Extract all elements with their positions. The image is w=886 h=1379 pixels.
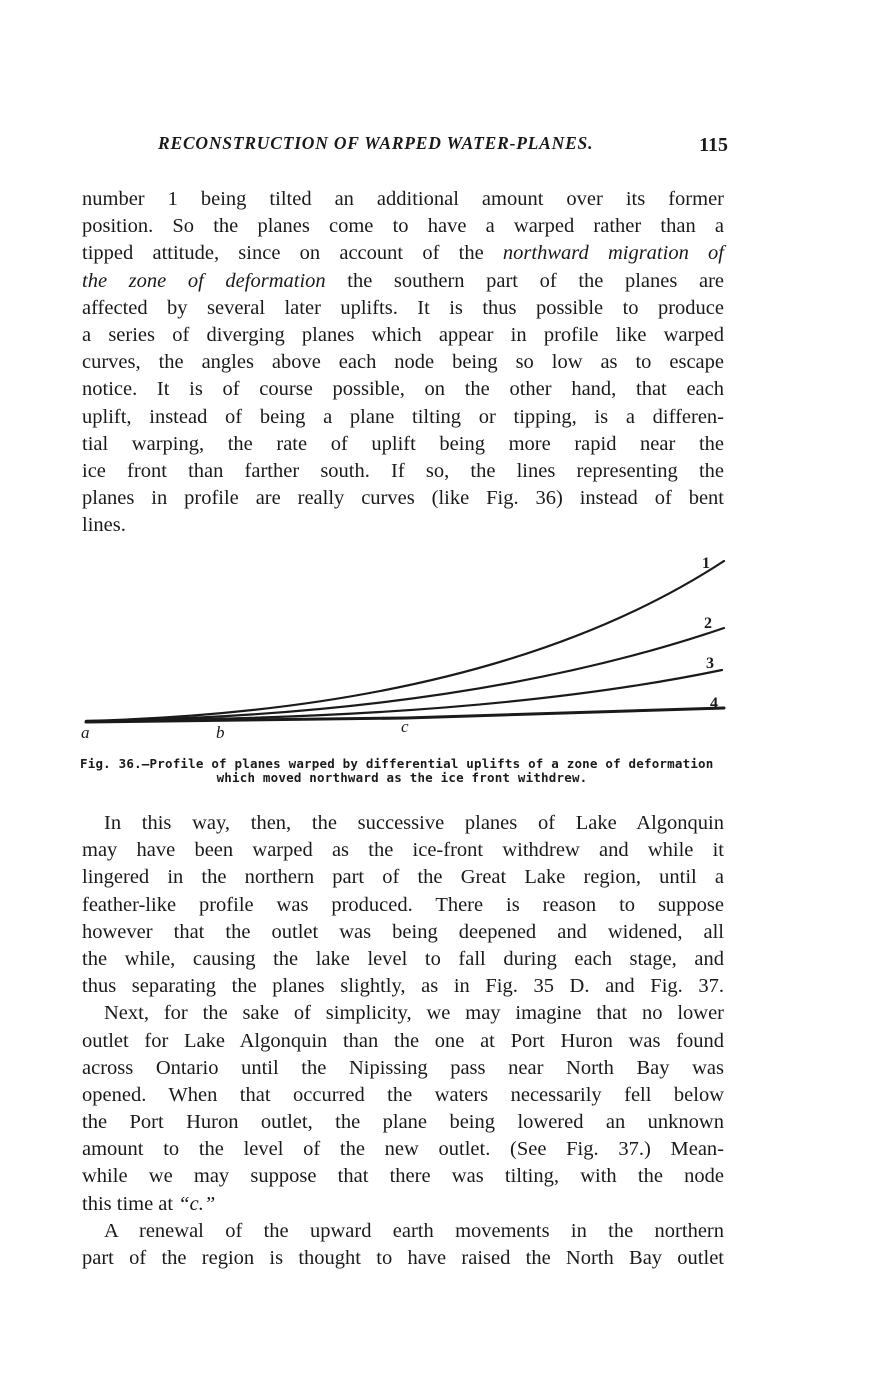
text-line: while we may suppose that there was tilting, with the node (82, 1165, 724, 1188)
text-line: planes in profile are really curves (like Fig. 36) instead of bent (82, 487, 724, 510)
text-line: the Port Huron outlet, the plane being lowered an unknown (82, 1111, 724, 1134)
italic-phrase: “c.” (178, 1192, 216, 1215)
italic-phrase: northward migration of (502, 242, 724, 265)
text-line: tial warping, the rate of uplift being more rapid near the (82, 432, 724, 455)
text-line: opened. When that occurred the waters necessarily fell below (82, 1083, 724, 1106)
point-label-a: a (81, 723, 90, 742)
text-line: feather-like profile was produced. There is reason to suppose (82, 893, 724, 916)
italic-phrase: the zone of deformation (82, 269, 326, 292)
text-line (82, 268, 724, 295)
curve-number-3: 3 (706, 655, 714, 672)
text-line: Next, for the sake of simplicity, we may imagine that no lower (104, 1002, 724, 1025)
caption-line: which moved northward as the ice front withdrew. (216, 770, 588, 785)
text-line: ice front than farther south. If so, the lines representing the (82, 459, 724, 482)
text-line: a series of diverging planes which appear in profile like warped (82, 323, 724, 346)
curve-number-2: 2 (704, 615, 712, 632)
text-segment: this time at (82, 1192, 179, 1215)
text-line: A renewal of the upward earth movements in the northern (104, 1219, 724, 1242)
warped-planes-diagram (76, 550, 736, 750)
text-line: curves, the angles above each node being so low as to escape (82, 351, 724, 374)
figure-caption (80, 757, 724, 785)
text-line: In this way, then, the successive planes of Lake Algonquin (104, 812, 724, 834)
text-line: may have been warped as the ice-front withdrew and while it (82, 839, 724, 862)
text-segment: the southern part of the planes are (325, 269, 724, 292)
text-line: lingered in the northern part of the Great Lake region, until a (82, 866, 724, 889)
running-title: RECONSTRUCTION OF WARPED WATER-PLANES. (158, 133, 594, 153)
text-line (82, 1191, 724, 1218)
page-number: 115 (699, 134, 728, 156)
paragraph-2 (82, 810, 724, 1272)
text-segment: tipped attitude, since on account of the (82, 242, 503, 265)
text-line: position. So the planes come to have a warped rather than a (82, 215, 724, 238)
point-label-b: b (216, 723, 225, 742)
figure-36 (76, 550, 736, 750)
plane-curve-2 (86, 628, 724, 721)
curve-number-4: 4 (710, 695, 718, 712)
paragraph-1 (82, 186, 724, 539)
curve-number-1: 1 (702, 555, 710, 572)
caption-line: Fig. 36.—Profile of planes warped by differential uplifts of a zone of deformation (80, 756, 714, 771)
text-line: the while, causing the lake level to fall during each stage, and (82, 947, 724, 970)
text-line: amount to the level of the new outlet. (See Fig. 37.) Mean- (82, 1138, 724, 1161)
text-line: affected by several later uplifts. It is thus possible to produce (82, 296, 724, 319)
text-line: part of the region is thought to have raised the North Bay outlet (82, 1247, 724, 1269)
text-line (82, 240, 724, 267)
text-line: across Ontario until the Nipissing pass near North Bay was (82, 1056, 724, 1079)
text-line: however that the outlet was being deepened and widened, all (82, 920, 724, 943)
text-line: uplift, instead of being a plane tilting or tipping, is a differen- (82, 405, 724, 428)
running-head (150, 133, 730, 163)
text-line: outlet for Lake Algonquin than the one at Port Huron was found (82, 1029, 724, 1052)
text-line: notice. It is of course possible, on the other hand, that each (82, 378, 724, 401)
text-line: thus separating the planes slightly, as in Fig. 35 D. and Fig. 37. (82, 975, 724, 998)
text-line: lines. (82, 514, 126, 537)
text-line: number 1 being tilted an additional amount over its former (82, 188, 724, 210)
point-label-c: c (401, 717, 409, 736)
plane-curve-1 (86, 561, 724, 721)
